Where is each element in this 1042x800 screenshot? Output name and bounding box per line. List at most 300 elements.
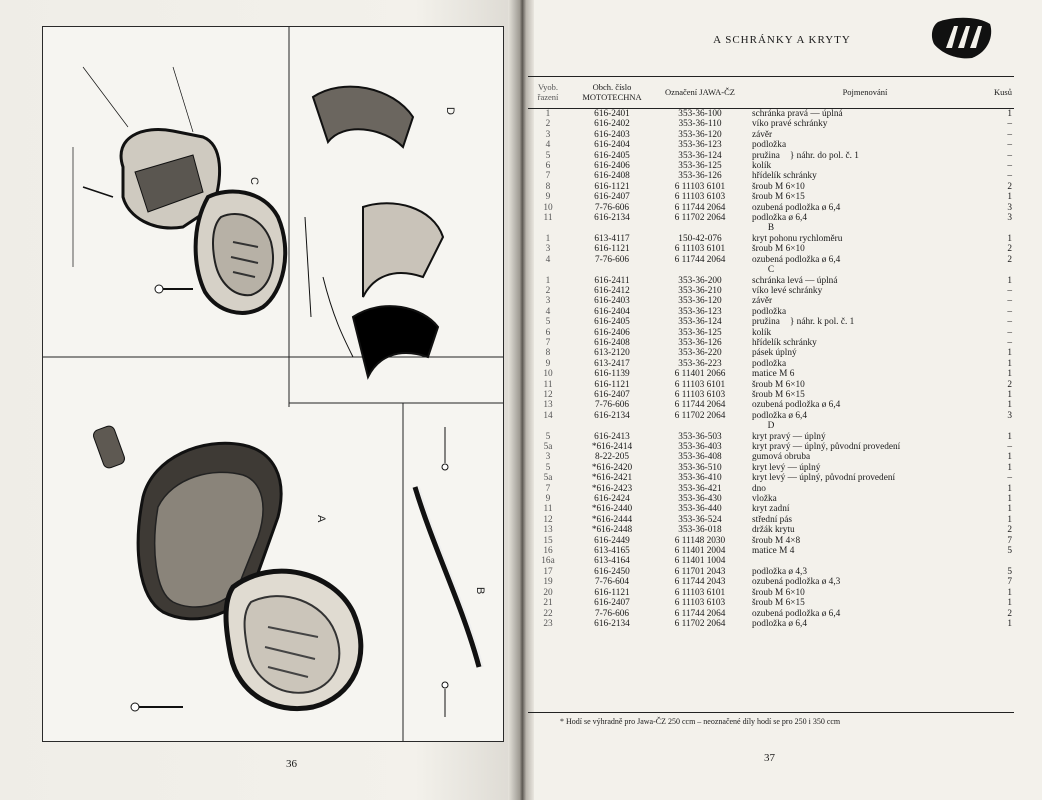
position-cell: 23	[543, 618, 553, 629]
quantity-cell: 2	[1007, 254, 1012, 265]
jawa-code-cell: 6 11103 6103	[674, 389, 726, 400]
name-cell: ozubená podložka ø 6,4	[752, 400, 841, 411]
jawa-code-cell: 353-36-200	[678, 275, 722, 286]
trade-number-cell: 613-2417	[594, 358, 630, 369]
jawa-code-cell: 6 11103 6103	[674, 192, 726, 203]
quantity-cell: –	[1007, 161, 1012, 172]
parts-table-body	[528, 109, 1014, 630]
table-row	[528, 463, 1014, 473]
panel-a-drawing	[92, 424, 361, 711]
position-cell: 20	[543, 587, 553, 598]
table-row	[528, 276, 1014, 286]
trade-number-cell: 616-2404	[594, 306, 630, 317]
jawa-code-cell: 6 11702 2064	[674, 213, 726, 224]
trade-number-cell: 616-2405	[594, 150, 630, 161]
name-cell: matice M 4	[752, 546, 795, 557]
quantity-cell: 1	[1007, 504, 1012, 515]
table-row	[528, 203, 1014, 213]
trade-number-cell: *616-2421	[591, 473, 633, 484]
name-cell: hřídelík schránky	[752, 337, 817, 348]
group-heading-row	[528, 421, 1014, 431]
position-cell: 21	[543, 598, 553, 609]
table-row	[528, 109, 1014, 120]
jawa-code-cell: 6 11103 6101	[674, 379, 726, 390]
trade-number-cell: 613-4165	[594, 546, 630, 557]
trade-number-cell: 613-2120	[594, 348, 630, 359]
quantity-cell: 1	[1007, 348, 1012, 359]
trade-number-cell: 616-2408	[594, 337, 630, 348]
position-cell: 5	[545, 150, 551, 161]
quantity-cell: 1	[1007, 389, 1012, 400]
jawa-code-cell: 353-36-524	[678, 514, 722, 525]
position-cell: 2	[545, 119, 551, 130]
quantity-cell	[980, 556, 1014, 566]
jawa-code-cell: 353-36-100	[678, 109, 722, 119]
quantity-cell: 5	[1007, 546, 1012, 557]
trade-number-cell: 616-1121	[594, 587, 630, 598]
table-row	[528, 390, 1014, 400]
table-row	[528, 359, 1014, 369]
jawa-code-cell: 6 11744 2043	[674, 577, 726, 588]
jawa-code-cell: 6 11401 2066	[674, 369, 726, 380]
table-row	[528, 338, 1014, 348]
name-cell: držák krytu	[752, 525, 795, 536]
position-cell: 16	[543, 546, 553, 557]
panel-d-drawing	[305, 87, 456, 377]
name-cell: podložka ø 4,3	[752, 566, 807, 577]
trade-number-cell: *616-2444	[591, 514, 633, 525]
table-row	[528, 161, 1014, 171]
table-row	[528, 151, 1014, 161]
table-row	[528, 598, 1014, 608]
position-cell: 5	[545, 462, 551, 473]
quantity-cell: 2	[1007, 608, 1012, 619]
name-cell: šroub M 6×10	[752, 379, 805, 390]
trade-number-cell: 616-2403	[594, 296, 630, 307]
trade-number-cell: 616-1121	[594, 379, 630, 390]
jawa-logo-icon	[928, 14, 996, 60]
name-cell: šroub M 6×10	[752, 181, 805, 192]
position-cell: 14	[543, 410, 553, 421]
table-row	[528, 296, 1014, 306]
name-cell: podložka ø 6,4	[752, 213, 807, 224]
quantity-cell: 1	[1007, 587, 1012, 598]
panel-c-label: C	[248, 177, 260, 185]
trade-number-cell: 616-2134	[594, 618, 630, 629]
quantity-cell: 1	[1007, 598, 1012, 609]
replacement-note: } náhr. do pol. č. 1	[789, 150, 859, 161]
position-cell: 10	[543, 369, 553, 380]
name-cell: kryt pravý — úplný, původní provedení	[752, 442, 901, 452]
table-row	[528, 452, 1014, 462]
trade-number-cell: 7-76-606	[594, 202, 630, 213]
table-row	[528, 411, 1014, 421]
jawa-code-cell: 353-36-220	[678, 348, 722, 359]
jawa-code-cell: 6 11401 1004	[674, 556, 726, 567]
table-row	[528, 213, 1014, 223]
quantity-cell: 1	[1007, 514, 1012, 525]
trade-number-cell: 616-1139	[594, 369, 630, 380]
quantity-cell: –	[1007, 140, 1012, 151]
jawa-code-cell: 353-36-510	[678, 462, 722, 473]
panel-c-drawing	[73, 67, 285, 313]
name-cell: kryt levý — úplný, původní provedení	[752, 473, 896, 484]
quantity-cell: –	[1007, 119, 1012, 130]
jawa-code-cell: 353-36-210	[678, 285, 722, 296]
trade-number-cell: 7-76-604	[594, 577, 630, 588]
table-row	[528, 432, 1014, 442]
name-cell: pružina } náhr. k pol. č. 1	[752, 317, 855, 328]
position-cell: 2	[545, 285, 551, 296]
trade-number-cell: 8-22-205	[594, 452, 630, 463]
position-cell: 7	[545, 483, 551, 494]
name-cell: schránka pravá — úplná	[752, 109, 843, 119]
trade-number-cell: *616-2414	[591, 442, 633, 452]
table-bottom-rule	[528, 712, 1014, 713]
position-cell: 5a	[543, 473, 553, 484]
footnote: * Hodí se výhradně pro Jawa-ČZ 250 ccm – neoznačené díly hodí se pro 250 i 350 ccm	[560, 717, 841, 726]
trade-number-cell: *616-2448	[591, 525, 633, 536]
panel-d-label: D	[444, 107, 456, 115]
name-cell: podložka	[752, 140, 787, 151]
table-row	[528, 546, 1014, 556]
table-row	[528, 171, 1014, 181]
table-row	[528, 244, 1014, 254]
table-row	[528, 255, 1014, 265]
trade-number-cell: 616-2401	[594, 109, 630, 119]
parts-table	[528, 76, 1014, 629]
position-cell: 16a	[541, 556, 555, 567]
trade-number-cell: 616-2402	[594, 119, 630, 130]
col-header-jawa-code: Označení JAWA-ČZ	[656, 77, 744, 109]
section-header: A SCHRÁNKY A KRYTY	[713, 34, 851, 46]
position-cell: 7	[545, 337, 551, 348]
name-cell: ozubená podložka ø 4,3	[752, 577, 841, 588]
page-number-left: 36	[286, 758, 297, 770]
jawa-code-cell: 6 11744 2064	[674, 254, 726, 265]
trade-number-cell: 616-2408	[594, 171, 630, 182]
group-letter: C	[767, 265, 775, 276]
jawa-code-cell: 150-42-076	[678, 233, 722, 244]
name-cell: kryt pohonu rychloměru	[752, 233, 843, 244]
group-letter: B	[767, 223, 775, 234]
name-cell: kryt zadní	[752, 504, 790, 515]
trade-number-cell: 616-2134	[594, 213, 630, 224]
jawa-code-cell: 353-36-430	[678, 494, 722, 505]
position-cell: 13	[543, 400, 553, 411]
name-cell	[744, 556, 980, 566]
position-cell: 8	[545, 181, 551, 192]
position-cell: 11	[543, 213, 553, 224]
quantity-cell: 3	[1007, 410, 1012, 421]
jawa-code-cell: 353-36-123	[678, 306, 722, 317]
quantity-cell: –	[1007, 473, 1012, 484]
position-cell: 6	[545, 161, 551, 172]
group-heading-row	[528, 223, 1014, 233]
table-row	[528, 369, 1014, 379]
jawa-code-cell: 6 11148 2030	[674, 535, 726, 546]
position-cell: 17	[543, 566, 553, 577]
name-cell: dno	[752, 483, 766, 494]
exploded-parts-diagram	[42, 26, 504, 742]
quantity-cell: 5	[1007, 566, 1012, 577]
table-row	[528, 317, 1014, 327]
table-row	[528, 286, 1014, 296]
trade-number-cell: 616-2450	[594, 566, 630, 577]
trade-number-cell: 7-76-606	[594, 254, 630, 265]
table-row	[528, 484, 1014, 494]
page-number-right: 37	[764, 752, 775, 764]
jawa-code-cell: 353-36-403	[678, 442, 722, 452]
name-cell: podložka ø 6,4	[752, 410, 807, 421]
position-cell: 9	[545, 192, 551, 203]
jawa-code-cell: 353-36-408	[678, 452, 722, 463]
quantity-cell: 2	[1007, 181, 1012, 192]
jawa-code-cell: 6 11103 6101	[674, 587, 726, 598]
quantity-cell: 1	[1007, 431, 1012, 442]
position-cell: 3	[545, 129, 551, 140]
jawa-code-cell: 6 11701 2043	[674, 566, 726, 577]
table-row	[528, 473, 1014, 483]
trade-number-cell: 616-2407	[594, 598, 630, 609]
table-row	[528, 494, 1014, 504]
table-row	[528, 567, 1014, 577]
quantity-cell: –	[1007, 171, 1012, 182]
quantity-cell: –	[1007, 442, 1012, 452]
name-cell: závěr	[752, 296, 773, 307]
table-row	[528, 577, 1014, 587]
name-cell: ozubená podložka ø 6,4	[752, 608, 841, 619]
name-cell: kolík	[752, 327, 772, 338]
name-cell: pružina } náhr. do pol. č. 1	[752, 150, 859, 161]
quantity-cell: 1	[1007, 109, 1012, 119]
jawa-code-cell: 353-36-018	[678, 525, 722, 536]
jawa-code-cell: 353-36-223	[678, 358, 722, 369]
name-cell: šroub M 6×10	[752, 587, 805, 598]
position-cell: 1	[545, 109, 551, 119]
position-cell: 10	[543, 202, 553, 213]
jawa-code-cell: 353-36-126	[678, 171, 722, 182]
quantity-cell: 1	[1007, 192, 1012, 203]
quantity-cell: 1	[1007, 494, 1012, 505]
name-cell: pásek úplný	[752, 348, 797, 359]
position-cell: 4	[545, 306, 551, 317]
jawa-code-cell: 6 11702 2064	[674, 410, 726, 421]
name-cell: víko levé schránky	[752, 285, 823, 296]
position-cell: 22	[543, 608, 553, 619]
table-row	[528, 400, 1014, 410]
trade-number-cell: *616-2440	[591, 504, 633, 515]
trade-number-cell: *616-2420	[591, 462, 633, 473]
position-cell: 5	[545, 317, 551, 328]
quantity-cell: 1	[1007, 369, 1012, 380]
trade-number-cell: 616-2412	[594, 285, 630, 296]
jawa-code-cell: 353-36-123	[678, 140, 722, 151]
name-cell: vložka	[752, 494, 777, 505]
position-cell: 1	[545, 233, 551, 244]
jawa-code-cell: 6 11103 6103	[674, 598, 726, 609]
position-cell: 4	[545, 140, 551, 151]
name-cell: gumová obruba	[752, 452, 811, 463]
jawa-code-cell: 353-36-126	[678, 337, 722, 348]
name-cell: podložka	[752, 358, 787, 369]
jawa-code-cell: 6 11103 6101	[674, 244, 726, 255]
jawa-code-cell: 353-36-440	[678, 504, 722, 515]
table-row	[528, 182, 1014, 192]
quantity-cell: 2	[1007, 525, 1012, 536]
jawa-code-cell: 353-36-125	[678, 327, 722, 338]
table-row	[528, 192, 1014, 202]
jawa-code-cell: 353-36-503	[678, 431, 722, 442]
quantity-cell: –	[1007, 285, 1012, 296]
table-row	[528, 119, 1014, 129]
trade-number-cell: 616-2413	[594, 431, 630, 442]
jawa-code-cell: 353-36-110	[678, 119, 722, 130]
jawa-code-cell: 6 11103 6101	[674, 181, 726, 192]
name-cell: kryt levý — úplný	[752, 462, 821, 473]
name-cell: schránka levá — úplná	[752, 275, 838, 286]
trade-number-cell: 616-2449	[594, 535, 630, 546]
quantity-cell: 1	[1007, 452, 1012, 463]
position-cell: 12	[543, 389, 553, 400]
position-cell: 19	[543, 577, 553, 588]
position-cell: 12	[543, 514, 553, 525]
table-row	[528, 380, 1014, 390]
name-cell: víko pravé schránky	[752, 119, 828, 130]
position-cell: 6	[545, 327, 551, 338]
table-header-row	[528, 77, 1014, 109]
name-cell: šroub M 4×8	[752, 535, 801, 546]
quantity-cell: 3	[1007, 213, 1012, 224]
name-cell: šroub M 6×15	[752, 192, 805, 203]
position-cell: 11	[543, 504, 553, 515]
trade-number-cell: 616-2411	[594, 275, 630, 286]
trade-number-cell: 616-2134	[594, 410, 630, 421]
trade-number-cell: 616-2407	[594, 389, 630, 400]
position-cell: 5a	[543, 442, 553, 452]
jawa-code-cell: 353-36-120	[678, 296, 722, 307]
position-cell: 3	[545, 296, 551, 307]
quantity-cell: 3	[1007, 202, 1012, 213]
jawa-code-cell: 353-36-410	[678, 473, 722, 484]
name-cell: střední pás	[752, 514, 793, 525]
jawa-code-cell: 6 11744 2064	[674, 608, 726, 619]
jawa-code-cell: 353-36-421	[678, 483, 722, 494]
name-cell: podložka ø 6,4	[752, 618, 807, 629]
name-cell: hřídelík schránky	[752, 171, 817, 182]
col-header-trade-number: Obch. číslo MOTOTECHNA	[568, 77, 656, 109]
quantity-cell: 1	[1007, 618, 1012, 629]
quantity-cell: 2	[1007, 244, 1012, 255]
quantity-cell: 1	[1007, 358, 1012, 369]
trade-number-cell: 7-76-606	[594, 608, 630, 619]
trade-number-cell: 616-1121	[594, 244, 630, 255]
name-cell: matice M 6	[752, 369, 795, 380]
name-cell: ozubená podložka ø 6,4	[752, 254, 841, 265]
jawa-code-cell: 6 11702 2064	[674, 618, 726, 629]
position-cell: 3	[545, 452, 551, 463]
table-row	[528, 515, 1014, 525]
name-cell: ozubená podložka ø 6,4	[752, 202, 841, 213]
jawa-code-cell: 353-36-124	[678, 150, 722, 161]
trade-number-cell: 616-2404	[594, 140, 630, 151]
position-cell: 5	[545, 431, 551, 442]
position-cell: 15	[543, 535, 553, 546]
trade-number-cell: 613-4164	[594, 556, 630, 567]
position-cell: 11	[543, 379, 553, 390]
quantity-cell: 2	[1007, 379, 1012, 390]
table-row	[528, 536, 1014, 546]
left-page	[0, 0, 520, 800]
trade-number-cell: 616-2406	[594, 161, 630, 172]
trade-number-cell: 7-76-606	[594, 400, 630, 411]
name-cell: šroub M 6×15	[752, 389, 805, 400]
name-cell: šroub M 6×10	[752, 244, 805, 255]
table-row	[528, 130, 1014, 140]
position-cell: 8	[545, 348, 551, 359]
quantity-cell: 1	[1007, 275, 1012, 286]
quantity-cell: –	[1007, 306, 1012, 317]
diagram-svg	[43, 27, 503, 741]
jawa-code-cell: 353-36-120	[678, 129, 722, 140]
quantity-cell: –	[1007, 327, 1012, 338]
quantity-cell: –	[1007, 337, 1012, 348]
table-row	[528, 140, 1014, 150]
trade-number-cell: 616-2407	[594, 192, 630, 203]
trade-number-cell: 616-2424	[594, 494, 630, 505]
position-cell: 9	[545, 358, 551, 369]
group-heading-row	[528, 265, 1014, 275]
jawa-code-cell: 353-36-124	[678, 317, 722, 328]
jawa-code-cell: 6 11744 2064	[674, 400, 726, 411]
table-row	[528, 348, 1014, 358]
table-row	[528, 504, 1014, 514]
position-cell: 7	[545, 171, 551, 182]
jawa-code-cell: 6 11401 2004	[674, 546, 726, 557]
trade-number-cell: 616-2405	[594, 317, 630, 328]
name-cell: kryt pravý — úplný	[752, 431, 826, 442]
quantity-cell: 1	[1007, 400, 1012, 411]
col-header-position: Vyob. řazení	[528, 77, 568, 109]
panel-b-label: B	[474, 587, 486, 595]
quantity-cell: –	[1007, 129, 1012, 140]
table-row	[528, 307, 1014, 317]
quantity-cell: 1	[1007, 483, 1012, 494]
panel-b-drawing	[415, 427, 486, 717]
position-cell: 9	[545, 494, 551, 505]
col-header-name: Pojmenování	[744, 77, 980, 109]
position-cell: 4	[545, 254, 551, 265]
name-cell: kolík	[752, 161, 772, 172]
position-cell: 1	[545, 275, 551, 286]
table-row	[528, 525, 1014, 535]
panel-a-label: A	[315, 515, 327, 523]
quantity-cell: –	[1007, 150, 1012, 161]
jawa-code-cell: 6 11744 2064	[674, 202, 726, 213]
trade-number-cell: 616-1121	[594, 181, 630, 192]
group-letter: D	[767, 421, 775, 432]
name-cell: závěr	[752, 129, 773, 140]
quantity-cell: –	[1007, 296, 1012, 307]
trade-number-cell: 613-4117	[594, 233, 630, 244]
replacement-note: } náhr. k pol. č. 1	[789, 317, 855, 328]
table-row	[528, 328, 1014, 338]
name-cell: šroub M 6×15	[752, 598, 805, 609]
jawa-code-cell: 353-36-125	[678, 161, 722, 172]
trade-number-cell: 616-2403	[594, 129, 630, 140]
table-row	[528, 619, 1014, 629]
table-row	[528, 609, 1014, 619]
